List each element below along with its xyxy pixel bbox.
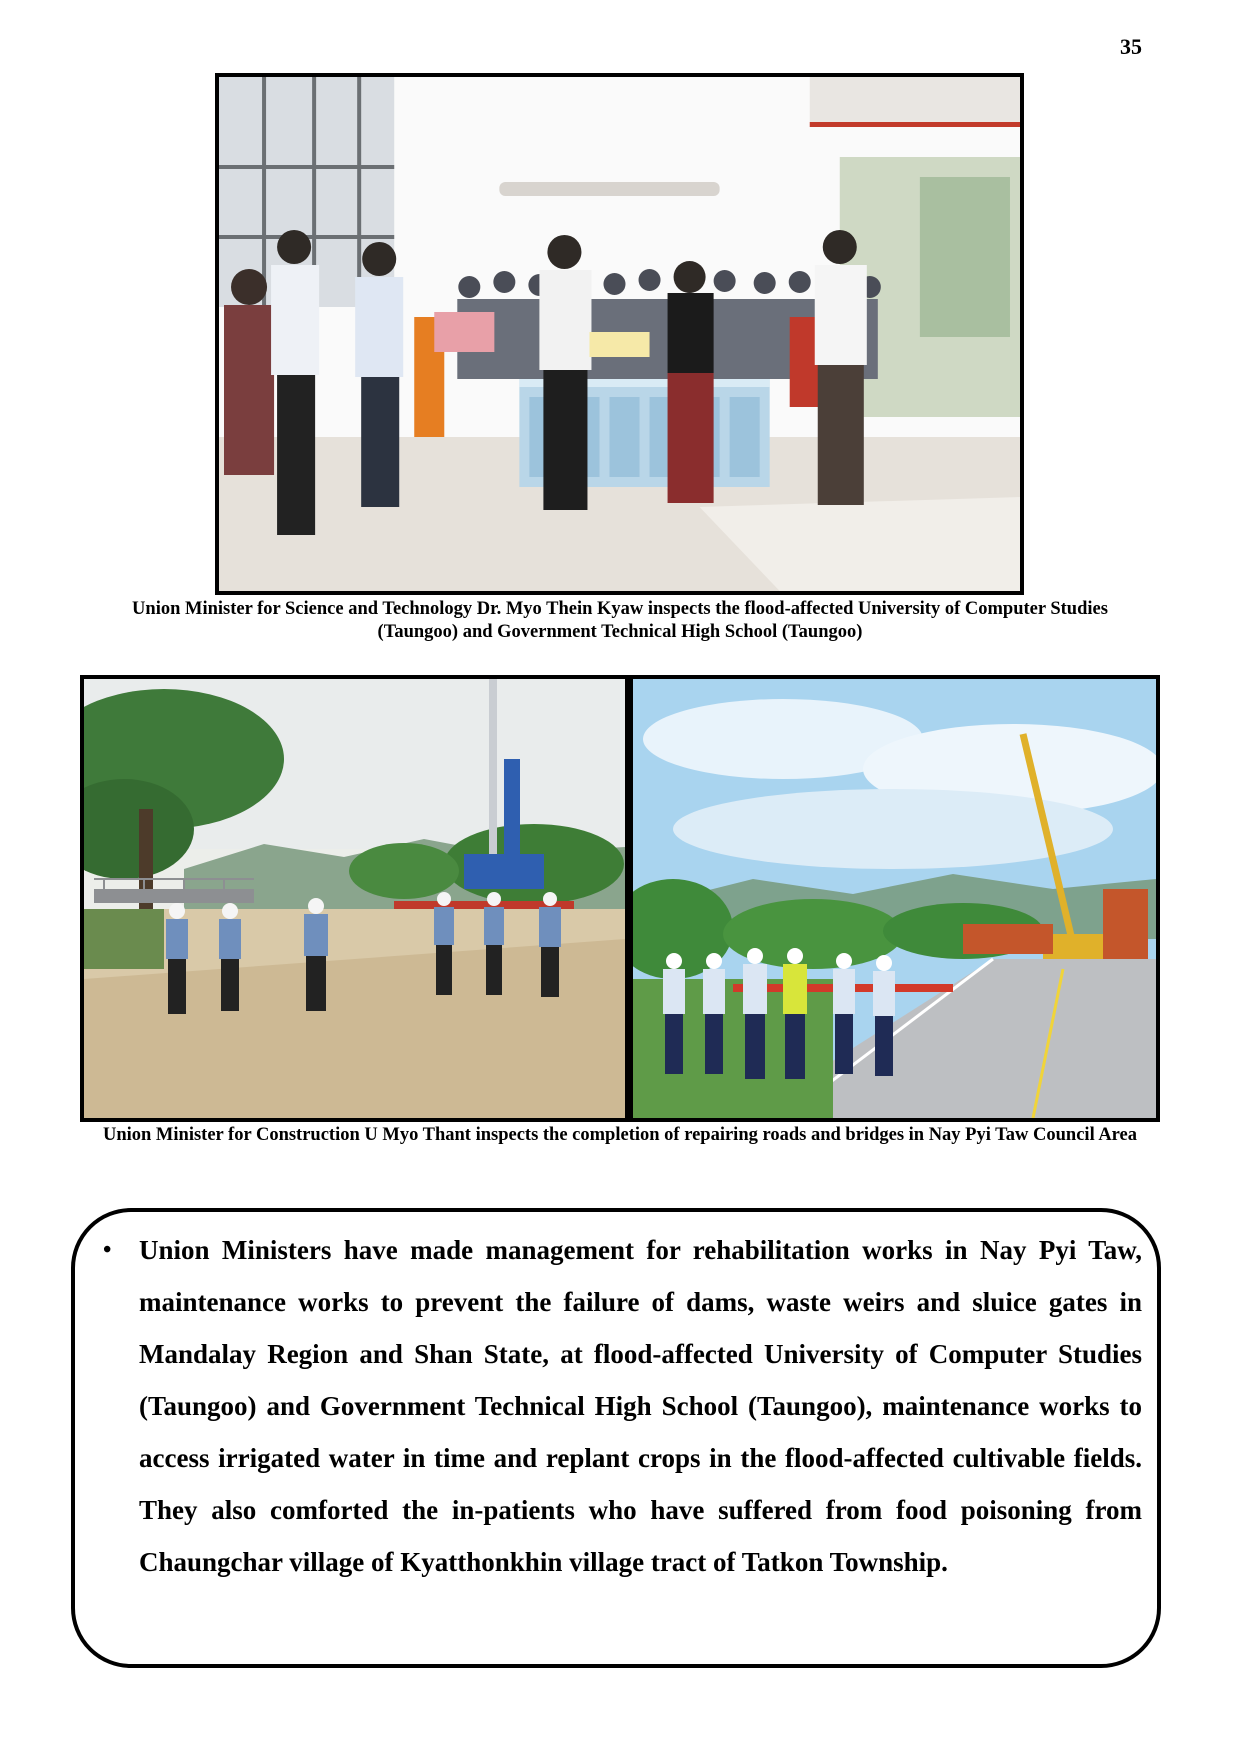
photo-bridge-inspection-illustration <box>633 679 1156 1118</box>
photo-road-inspection-illustration <box>84 679 625 1118</box>
summary-list <box>103 1224 1142 1588</box>
page-number: 35 <box>1120 34 1142 59</box>
photo-donation-ceremony-illustration <box>219 77 1020 591</box>
photo-bridge-inspection <box>629 675 1160 1122</box>
figure-caption: Union Minister for Science and Technology Dr. Myo Thein Kyaw inspects the flood-affected University of Computer Studies (Taungoo) and Government Technical High School (Taungoo) <box>132 599 1108 642</box>
list-item <box>103 1224 1142 1588</box>
summary-text: Union Ministers have made management for rehabilitation works in Nay Pyi Taw, maintenance works to prevent the failure of dams, waste weirs and sluice gates in Mandalay Region and Shan State, at flood-affected University of Computer Studies (Taungoo) and Government Technical High School (Taungoo), maintenance works to access irrigated water in time and replant crops in the flood-affected cultivable fields. They also comforted the in-patients who have suffered from food poisoning from Chaungchar village of Kyatthonkhin village tract of Tatkon Township. <box>139 1235 1142 1577</box>
figure-caption: Union Minister for Construction U Myo Thant inspects the completion of repairing roads and bridges in Nay Pyi Taw Council Area <box>102 1125 1138 1145</box>
bullet-icon: • <box>103 1237 112 1263</box>
summary-box <box>71 1208 1161 1668</box>
photo-road-inspection <box>80 675 629 1122</box>
photo-donation-ceremony <box>215 73 1024 595</box>
